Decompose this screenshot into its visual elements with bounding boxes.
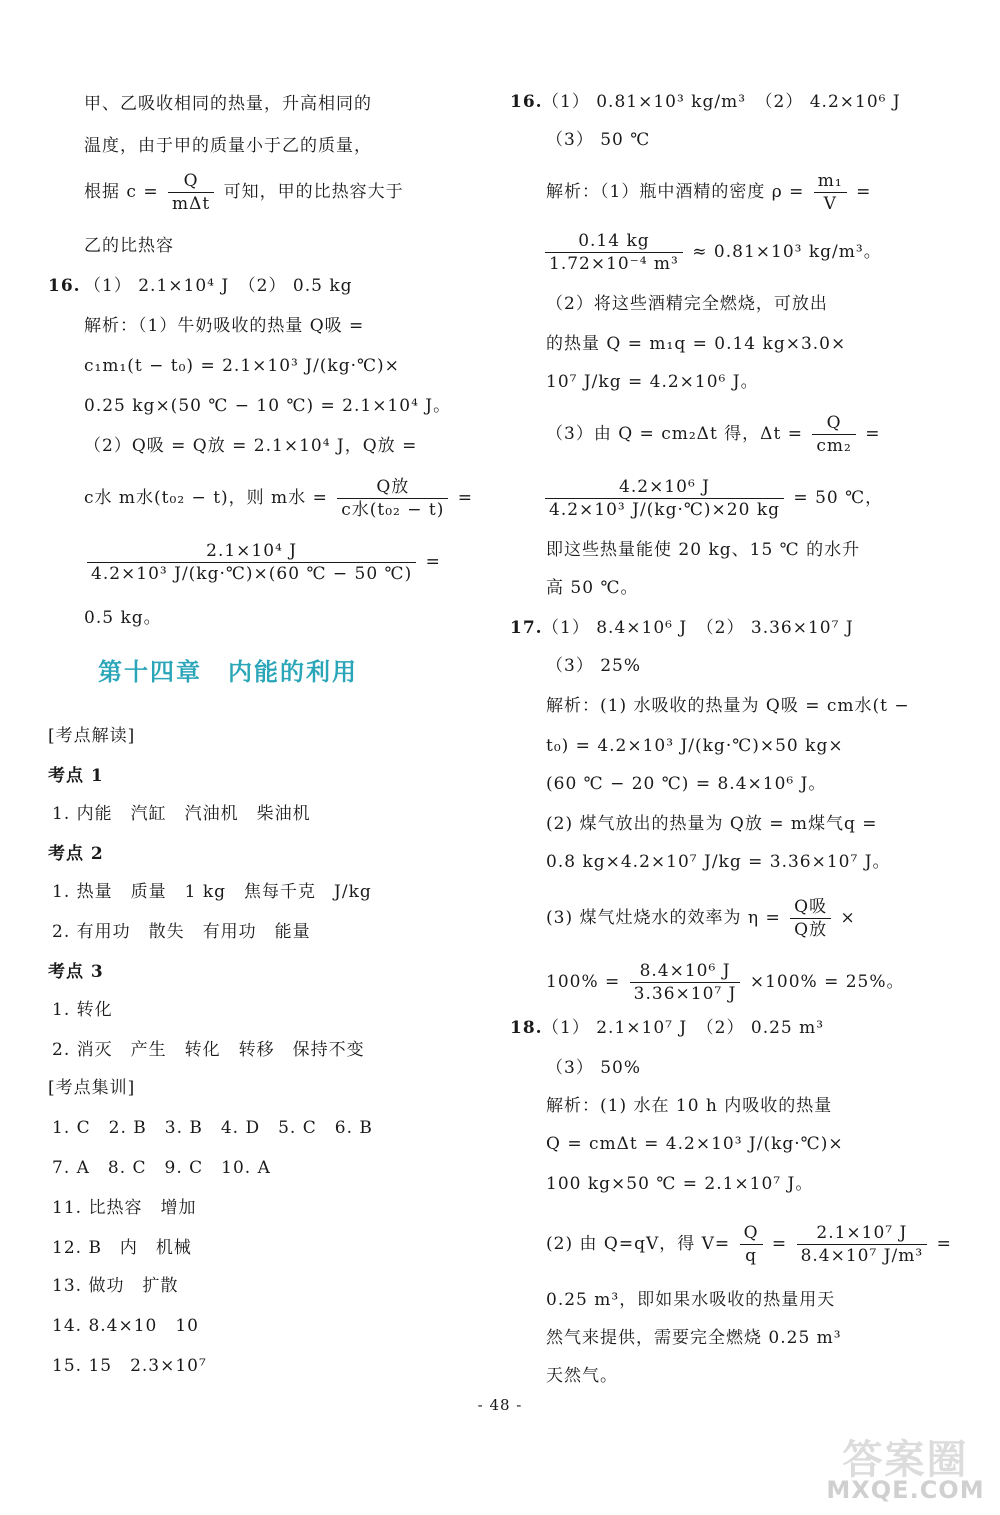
text-line: 天然气。 — [546, 1366, 618, 1386]
text-span: = — [457, 488, 474, 508]
answer-line: （1） 2.1×10⁷ J （2） 0.25 m³ — [542, 1018, 825, 1038]
text-line: （2）Q吸 = Q放 = 2.1×10⁴ J，Q放 = — [84, 436, 418, 456]
answer-line: （3） 50% — [546, 1058, 642, 1078]
text-span: c水 m水(t₀₂ − t)，则 m水 = — [84, 488, 328, 508]
text-span: (2) 由 Q=qV，得 V= — [546, 1234, 731, 1254]
answer-line: 2. 有用功 散失 有用功 能量 — [52, 922, 311, 942]
fraction — [87, 540, 416, 585]
numerator: 4.2×10⁶ J — [545, 476, 784, 499]
text-span: = — [936, 1234, 952, 1254]
fraction — [797, 1222, 928, 1267]
question-number: 16. — [510, 92, 543, 112]
watermark-url: MXQE.COM — [826, 1476, 985, 1504]
text-line: 甲、乙吸收相同的热量，升高相同的 — [84, 94, 372, 114]
answer-line: 15. 15 2.3×10⁷ — [52, 1356, 207, 1376]
text-line: 0.25 m³，即如果水吸收的热量用天 — [546, 1290, 836, 1310]
watermark-text: 答案圈 — [842, 1437, 969, 1483]
denominator: Q放 — [794, 920, 828, 940]
text-line: c₁m₁(t − t₀) = 2.1×10³ J/(kg·℃)× — [84, 356, 400, 376]
fraction — [630, 960, 741, 1005]
answer-line: 7. A 8. C 9. C 10. A — [52, 1158, 271, 1178]
text-line: 即这些热量能使 20 kg、15 ℃ 的水升 — [546, 540, 861, 560]
kaodian-label: 考点 3 — [48, 962, 104, 982]
answer-line: （3） 50 ℃ — [546, 130, 651, 150]
answer-line: 1. 热量 质量 1 kg 焦每千克 J/kg — [52, 882, 372, 902]
formula-line — [546, 170, 871, 215]
text-span: 100% = — [546, 972, 621, 992]
denominator: q — [745, 1246, 757, 1266]
section-heading: [考点集训] — [48, 1078, 136, 1098]
text-span: ×100% = 25%。 — [749, 972, 905, 992]
answer-line: 12. B 内 机械 — [52, 1238, 192, 1258]
text-line: 解析：(1) 水在 10 h 内吸收的热量 — [546, 1096, 833, 1116]
text-line: 的热量 Q = m₁q = 0.14 kg×3.0× — [546, 334, 847, 354]
watermark-logo — [818, 1428, 993, 1508]
answer-line: （3） 25% — [546, 656, 642, 676]
formula-line — [546, 960, 905, 1005]
formula-line — [542, 476, 883, 521]
text-span: 根据 — [84, 182, 120, 202]
text-line: 0.25 kg×(50 ℃ − 10 ℃) = 2.1×10⁴ J。 — [84, 396, 452, 416]
formula-line — [546, 412, 880, 457]
text-line: （2）将这些酒精完全燃烧，可放出 — [546, 294, 828, 314]
text-span: = — [771, 1234, 788, 1254]
denominator: mΔt — [171, 194, 211, 214]
answer-line: 1. 转化 — [52, 1000, 113, 1020]
text-span: (3) 煤气灶烧水的效率为 η = — [546, 908, 781, 928]
text-line: t₀) = 4.2×10³ J/(kg·℃)×50 kg× — [546, 736, 844, 756]
formula-line — [84, 476, 473, 521]
denominator: cm₂ — [816, 436, 852, 456]
denominator: 1.72×10⁻⁴ m³ — [549, 254, 679, 274]
section-heading: [考点解读] — [48, 726, 136, 746]
text-line: 0.8 kg×4.2×10⁷ J/kg = 3.36×10⁷ J。 — [546, 852, 891, 872]
answer-line: （1） 0.81×10³ kg/m³ （2） 4.2×10⁶ J — [542, 92, 901, 112]
answer-line: 1. C 2. B 3. B 4. D 5. C 6. B — [52, 1118, 373, 1138]
numerator: 0.14 kg — [545, 230, 683, 253]
text-line: 0.5 kg。 — [84, 608, 162, 628]
denominator: 8.4×10⁷ J/m³ — [800, 1246, 924, 1266]
text-line: 10⁷ J/kg = 4.2×10⁶ J。 — [546, 372, 759, 392]
text-span: ≈ 0.81×10³ kg/m³。 — [692, 242, 882, 262]
question-number: 16. — [48, 276, 81, 296]
fraction — [168, 170, 214, 215]
numerator: Q — [812, 412, 855, 435]
numerator: Q — [168, 170, 214, 193]
text-span: = — [865, 424, 881, 444]
question-number: 18. — [510, 1018, 543, 1038]
fraction — [812, 412, 855, 457]
fraction — [545, 230, 683, 275]
fraction — [545, 476, 784, 521]
formula-line — [84, 540, 441, 585]
formula-line — [546, 896, 856, 941]
numerator: Q放 — [337, 476, 448, 499]
answer-line: 13. 做功 扩散 — [52, 1276, 179, 1296]
numerator: Q吸 — [790, 896, 831, 919]
text-line: (60 ℃ − 20 ℃) = 8.4×10⁶ J。 — [546, 774, 827, 794]
text-line: 然气来提供，需要完全燃烧 0.25 m³ — [546, 1328, 842, 1348]
numerator: m₁ — [814, 170, 847, 193]
answer-line: （1） 8.4×10⁶ J （2） 3.36×10⁷ J — [542, 618, 854, 638]
text-line: 解析：（1）牛奶吸收的热量 Q吸 = — [84, 316, 365, 336]
answer-line: 2. 消灭 产生 转化 转移 保持不变 — [52, 1040, 365, 1060]
formula-line — [542, 230, 882, 275]
denominator: 4.2×10³ J/(kg·℃)×(60 ℃ − 50 ℃) — [91, 564, 413, 584]
text-line: 高 50 ℃。 — [546, 578, 639, 598]
fraction — [740, 1222, 763, 1267]
text-span: = 50 ℃， — [793, 488, 884, 508]
kaodian-label: 考点 1 — [48, 766, 104, 786]
formula-line — [546, 1222, 952, 1267]
answer-line: 11. 比热容 增加 — [52, 1198, 197, 1218]
fraction — [790, 896, 831, 941]
answer-line: 14. 8.4×10 10 — [52, 1316, 199, 1336]
kaodian-label: 考点 2 — [48, 844, 104, 864]
text-line: 100 kg×50 ℃ = 2.1×10⁷ J。 — [546, 1174, 814, 1194]
text-line: 乙的比热容 — [84, 236, 174, 256]
question-number: 17. — [510, 618, 543, 638]
text-span: × — [840, 908, 856, 928]
numerator: 2.1×10⁴ J — [87, 540, 416, 563]
formula-lhs: c = — [126, 182, 159, 202]
answer-line: （1） 2.1×10⁴ J （2） 0.5 kg — [84, 276, 353, 296]
fraction — [814, 170, 847, 215]
text-span: 解析：（1）瓶中酒精的密度 ρ = — [546, 182, 805, 202]
text-line: 解析：(1) 水吸收的热量为 Q吸 = cm水(t − — [546, 696, 910, 716]
text-span: = — [856, 182, 872, 202]
page-number: - 48 - — [477, 1396, 523, 1414]
denominator: c水(t₀₂ − t) — [341, 500, 445, 520]
text-span: 可知，甲的比热容大于 — [223, 182, 404, 202]
numerator: 2.1×10⁷ J — [797, 1222, 928, 1245]
text-span: = — [425, 552, 441, 572]
formula-line — [84, 170, 404, 215]
denominator: V — [823, 194, 837, 214]
numerator: 8.4×10⁶ J — [630, 960, 741, 983]
text-line: Q = cmΔt = 4.2×10³ J/(kg·℃)× — [546, 1134, 844, 1154]
fraction — [337, 476, 448, 521]
denominator: 3.36×10⁷ J — [633, 984, 737, 1004]
text-span: （3）由 Q = cm₂Δt 得，Δt = — [546, 424, 803, 444]
chapter-title: 第十四章 内能的利用 — [98, 658, 358, 686]
numerator: Q — [740, 1222, 763, 1245]
text-line: (2) 煤气放出的热量为 Q放 = m煤气q = — [546, 814, 878, 834]
text-line: 温度，由于甲的质量小于乙的质量， — [84, 136, 372, 156]
denominator: 4.2×10³ J/(kg·℃)×20 kg — [549, 500, 781, 520]
answer-line: 1. 内能 汽缸 汽油机 柴油机 — [52, 804, 311, 824]
